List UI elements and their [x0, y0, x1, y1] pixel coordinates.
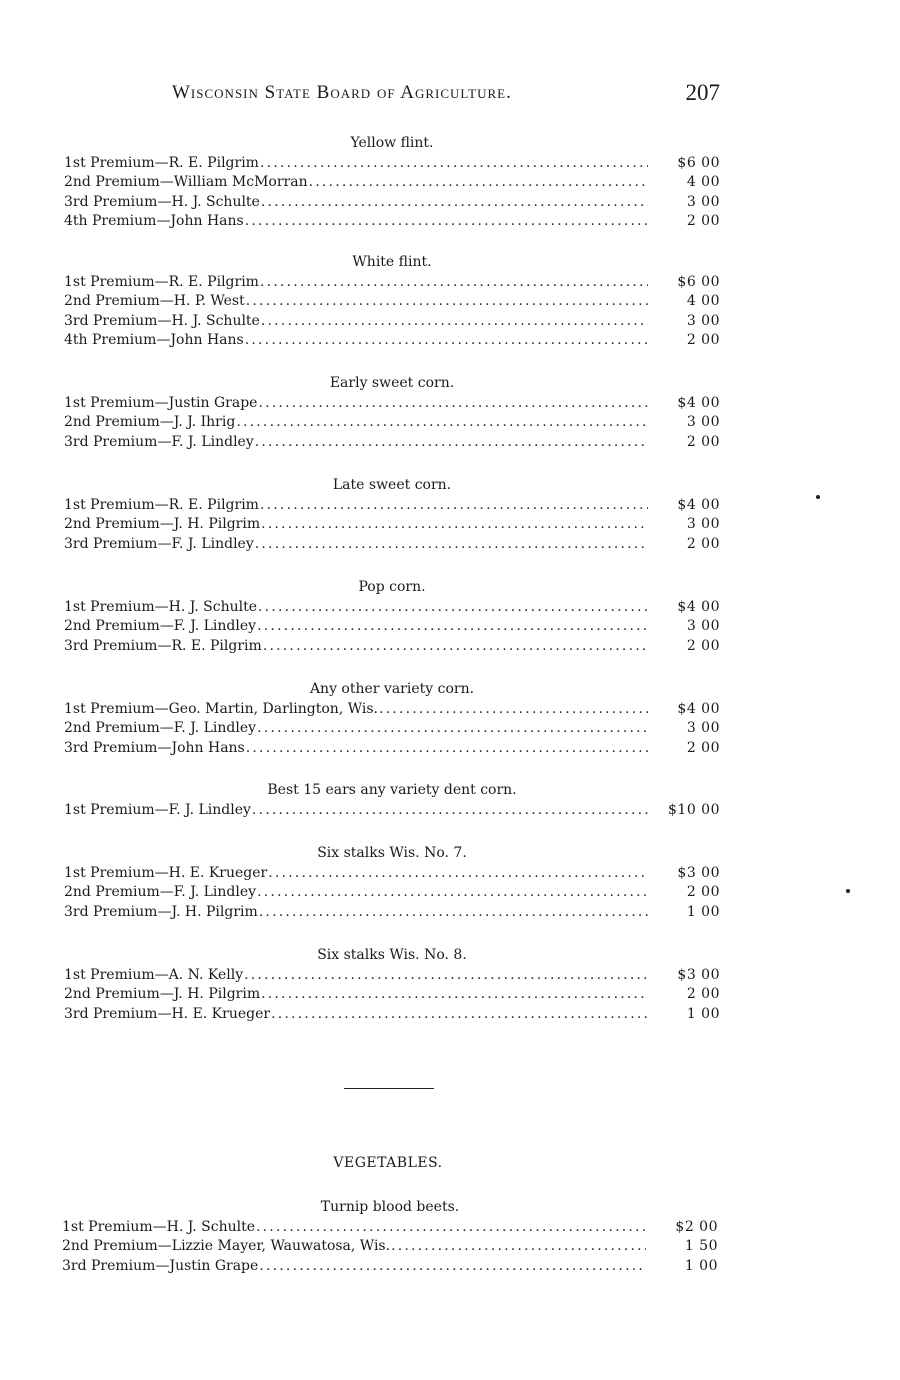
dot-leader	[261, 985, 648, 1004]
dot-leader	[260, 273, 648, 292]
premium-entry: 1st Premium—Justin Grape	[64, 395, 258, 411]
dot-leader	[257, 719, 648, 738]
premium-amount: 3 00	[686, 516, 720, 533]
section-title: Late sweet corn.	[332, 477, 452, 493]
dot-leader	[255, 535, 648, 554]
premium-entry: 4th Premium—John Hans	[64, 331, 244, 348]
section-title: Pop corn.	[358, 579, 426, 595]
dot-leader	[245, 331, 648, 350]
premium-row	[64, 617, 720, 636]
dot-leader	[261, 193, 648, 212]
premium-entry: 3rd Premium—Justin Grape	[62, 1257, 259, 1274]
premium-row	[64, 433, 720, 452]
premium-row	[64, 598, 720, 617]
premium-entry: 3rd Premium—H. J. Schulte	[64, 193, 260, 210]
dot-leader	[379, 700, 648, 719]
dot-leader	[271, 1005, 648, 1024]
dot-leader	[309, 173, 648, 192]
premium-section	[64, 476, 720, 554]
dot-leader	[268, 864, 648, 883]
premium-amount: 2 00	[686, 884, 720, 901]
dot-leader	[244, 966, 648, 985]
premium-row	[62, 1257, 718, 1276]
premium-row	[64, 413, 720, 432]
premium-row	[64, 864, 720, 883]
premium-entry: 2nd Premium—Lizzie Mayer, Wauwatosa, Wis.	[62, 1238, 391, 1255]
premium-entry: 3rd Premium—J. H. Pilgrim	[64, 903, 258, 920]
premium-row	[64, 212, 720, 231]
premium-entry: 1st Premium—A. N. Kelly	[64, 967, 244, 983]
dot-leader	[263, 637, 648, 656]
premium-amount: 1 00	[684, 1257, 718, 1274]
premium-row	[64, 496, 720, 515]
premium-entry: 1st Premium—H. J. Schulte	[64, 599, 257, 615]
premium-entry: 2nd Premium—F. J. Lindley	[64, 884, 257, 901]
vegetables-heading: VEGETABLES.	[333, 1155, 443, 1171]
premium-row	[64, 1005, 720, 1024]
ink-speck	[816, 495, 820, 499]
premium-amount: 4 00	[686, 293, 720, 310]
dot-leader	[260, 154, 648, 173]
dot-leader	[261, 312, 648, 331]
premium-entry: 2nd Premium—J. H. Pilgrim	[64, 986, 261, 1003]
premium-amount: 3 00	[686, 618, 720, 635]
dot-leader	[246, 739, 648, 758]
premium-entry: 3rd Premium—John Hans	[64, 739, 245, 756]
premium-amount: 3 00	[686, 720, 720, 737]
page-number: 207	[685, 80, 720, 105]
premium-amount: $2 00	[675, 1219, 718, 1235]
premium-amount: 2 00	[686, 433, 720, 450]
premium-row	[64, 173, 720, 192]
section-title: Turnip blood beets.	[320, 1199, 460, 1215]
section-title: Six stalks Wis. No. 8.	[317, 947, 467, 963]
premium-amount: 1 50	[684, 1238, 718, 1255]
premium-row	[62, 1218, 718, 1237]
premium-row	[64, 273, 720, 292]
premium-amount: 2 00	[686, 535, 720, 552]
premium-amount: $6 00	[677, 274, 720, 290]
premium-row	[64, 637, 720, 656]
premium-entry: 3rd Premium—F. J. Lindley	[64, 535, 254, 552]
dot-leader	[255, 433, 648, 452]
premium-amount: $4 00	[677, 497, 720, 513]
premium-amount: $6 00	[677, 155, 720, 171]
dot-leader	[258, 394, 648, 413]
premium-amount: $10 00	[668, 802, 720, 818]
premium-row	[64, 312, 720, 331]
dot-leader	[258, 598, 648, 617]
dot-leader	[391, 1237, 646, 1256]
premium-amount: 2 00	[686, 212, 720, 229]
dot-leader	[256, 1218, 646, 1237]
premium-amount: 2 00	[686, 986, 720, 1003]
premium-row	[64, 535, 720, 554]
premium-entry: 2nd Premium—William McMorran	[64, 174, 308, 191]
premium-entry: 1st Premium—Geo. Martin, Darlington, Wis.	[64, 701, 378, 717]
dot-leader	[261, 515, 648, 534]
premium-row	[64, 292, 720, 311]
premium-amount: 4 00	[686, 174, 720, 191]
premium-row	[64, 985, 720, 1004]
premium-section	[64, 946, 720, 1024]
premium-amount: 2 00	[686, 739, 720, 756]
premium-entry: 3rd Premium—H. J. Schulte	[64, 312, 260, 329]
premium-row	[64, 154, 720, 173]
section-title: Best 15 ears any variety dent corn.	[267, 782, 517, 798]
premium-entry: 1st Premium—R. E. Pilgrim	[64, 274, 259, 290]
running-header	[172, 82, 720, 110]
premium-row	[64, 883, 720, 902]
premium-row	[64, 903, 720, 922]
premium-entry: 4th Premium—John Hans	[64, 212, 244, 229]
premium-section	[64, 844, 720, 922]
section-title: Six stalks Wis. No. 7.	[317, 845, 467, 861]
premium-row	[64, 700, 720, 719]
premium-row	[62, 1237, 718, 1256]
dot-leader	[259, 1257, 646, 1276]
section-title: Any other variety corn.	[309, 681, 475, 697]
premium-entry: 2nd Premium—J. J. Ihrig	[64, 414, 236, 431]
running-header-title: Wisconsin State Board of Agriculture.	[172, 82, 512, 103]
dot-leader	[246, 292, 648, 311]
dot-leader	[257, 617, 648, 636]
premium-entry: 2nd Premium—H. P. West	[64, 293, 245, 310]
section-title: White flint.	[352, 254, 432, 270]
ink-speck	[846, 889, 850, 893]
premium-entry: 1st Premium—F. J. Lindley	[64, 802, 251, 818]
premium-entry: 3rd Premium—R. E. Pilgrim	[64, 637, 262, 654]
premium-section	[64, 134, 720, 231]
section-title: Yellow flint.	[350, 135, 434, 151]
premium-entry: 2nd Premium—J. H. Pilgrim	[64, 516, 261, 533]
premium-amount: 1 00	[686, 1005, 720, 1022]
premium-section	[64, 680, 720, 758]
premium-entry: 3rd Premium—H. E. Krueger	[64, 1005, 271, 1022]
dot-leader	[259, 903, 648, 922]
premium-amount: 3 00	[686, 312, 720, 329]
premium-amount: $4 00	[677, 395, 720, 411]
premium-amount: 3 00	[686, 414, 720, 431]
premium-entry: 1st Premium—H. E. Krueger	[64, 865, 268, 881]
premium-entry: 1st Premium—H. J. Schulte	[62, 1219, 255, 1235]
dot-leader	[236, 413, 648, 432]
premium-row	[64, 739, 720, 758]
premium-amount: $4 00	[677, 701, 720, 717]
premium-section	[64, 578, 720, 656]
premium-amount: $4 00	[677, 599, 720, 615]
premium-row	[64, 331, 720, 350]
premium-entry: 1st Premium—R. E. Pilgrim	[64, 497, 259, 513]
section-divider-rule	[344, 1088, 434, 1089]
premium-section	[64, 781, 720, 820]
premium-section	[64, 253, 720, 350]
premium-entry: 2nd Premium—F. J. Lindley	[64, 720, 257, 737]
premium-amount: 1 00	[686, 903, 720, 920]
premium-section	[64, 374, 720, 452]
premium-row	[64, 801, 720, 820]
dot-leader	[260, 496, 648, 515]
premium-row	[64, 193, 720, 212]
premium-amount: $3 00	[677, 967, 720, 983]
premium-row	[64, 966, 720, 985]
premium-amount: 2 00	[686, 331, 720, 348]
premium-amount: $3 00	[677, 865, 720, 881]
dot-leader	[252, 801, 648, 820]
premium-row	[64, 719, 720, 738]
premium-entry: 1st Premium—R. E. Pilgrim	[64, 155, 259, 171]
section-title: Early sweet corn.	[329, 375, 455, 391]
premium-amount: 2 00	[686, 637, 720, 654]
premium-entry: 2nd Premium—F. J. Lindley	[64, 618, 257, 635]
premium-entry: 3rd Premium—F. J. Lindley	[64, 433, 254, 450]
premium-section	[62, 1198, 718, 1276]
premium-amount: 3 00	[686, 193, 720, 210]
dot-leader	[257, 883, 648, 902]
premium-row	[64, 394, 720, 413]
premium-row	[64, 515, 720, 534]
dot-leader	[245, 212, 648, 231]
